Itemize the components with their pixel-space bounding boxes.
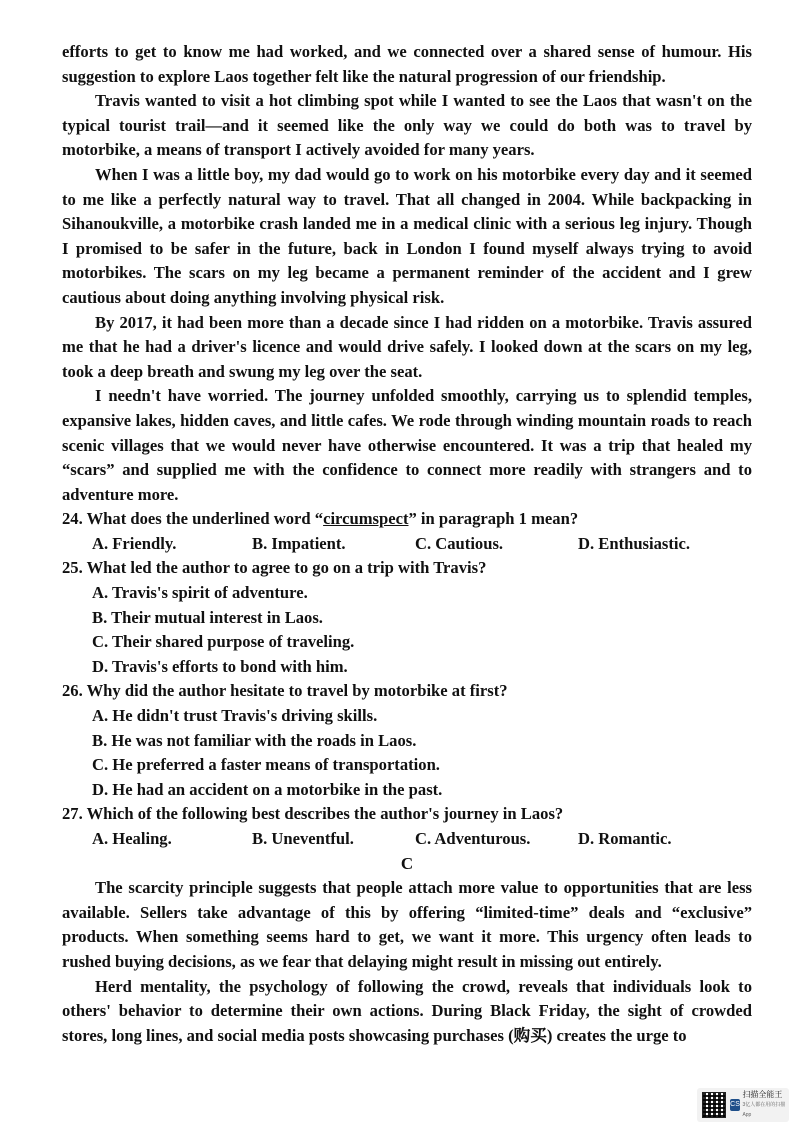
- option-c: C. Cautious.: [415, 533, 504, 553]
- question-27: [62, 802, 752, 851]
- watermark-text: [742, 1090, 789, 1120]
- passage-paragraph: efforts to get to know me had worked, and we connected over a shared sense of humour. His suggestion to explore Laos together felt like the natural progression of our friendship.: [62, 42, 752, 86]
- option-a: A. Healing.: [92, 829, 172, 848]
- passage-paragraph: The scarcity principle suggests that people attach more value to opportunities that are less available. Sellers take advantage of this by offering “limited-time” deals and “exclusive” products. When something seems hard to get, we want it more. This urgency often leads to rushed buying decisions, as we fear that delaying might result in missing out entirely.: [62, 878, 752, 971]
- option-c: C. Their shared purpose of traveling.: [92, 632, 355, 652]
- question-24: [62, 507, 752, 556]
- option-b: B. Impatient.: [252, 533, 346, 553]
- option-d: D. Enthusiastic.: [578, 533, 691, 553]
- question-stem: 27. Which of the following best describes the author's journey in Laos?: [62, 804, 564, 824]
- question-26: [62, 679, 752, 802]
- option-d: D. Romantic.: [578, 829, 672, 848]
- passage-paragraph: When I was a little boy, my dad would go to work on his motorbike every day and it seemed to me like a perfectly natural way to travel. That all changed in 2004. While backpacking in Sihanoukville, a motorbike crash landed me in a medical clinic with a serious leg injury. Though I promised to be safer in the future, back in London I found myself always trying to avoid motorbikes. The scars on my leg became a permanent reminder of the accident and I grew cautious about doing anything involving physical risk.: [62, 164, 752, 307]
- question-25: [62, 556, 752, 679]
- option-b: B. He was not familiar with the roads in Laos.: [92, 730, 417, 750]
- scanner-watermark: [697, 1088, 789, 1122]
- option-b: B. Uneventful.: [252, 829, 354, 848]
- question-stem: 26. Why did the author hesitate to travel by motorbike at first?: [62, 681, 508, 701]
- option-list: [62, 704, 752, 802]
- option-row: [62, 827, 752, 852]
- option-c: C. He preferred a faster means of transportation.: [92, 755, 440, 775]
- option-row: [62, 532, 752, 557]
- option-a: A. Travis's spirit of adventure.: [92, 583, 308, 603]
- camscanner-logo: CS: [730, 1099, 741, 1111]
- watermark-subtitle: 3亿人都在用的扫描App: [742, 1102, 786, 1118]
- option-d: D. He had an accident on a motorbike in the past.: [92, 779, 443, 799]
- option-b: B. Their mutual interest in Laos.: [92, 607, 323, 627]
- passage-paragraph: Travis wanted to visit a hot climbing spot while I wanted to see the Laos that wasn't on the typical tourist trail—and it seemed like the only way we could do both was to travel by motorbike, a means of transport I actively avoided for many years.: [62, 91, 752, 160]
- question-stem: 25. What led the author to agree to go on a trip with Travis?: [62, 558, 487, 578]
- qr-code-icon: [702, 1092, 726, 1118]
- question-stem: 24. What does the underlined word “circumspect” in paragraph 1 mean?: [62, 509, 579, 529]
- underlined-word: circumspect: [323, 509, 409, 529]
- watermark-name: 扫描全能王: [742, 1090, 783, 1099]
- option-a: A. Friendly.: [92, 533, 177, 553]
- passage-paragraph: I needn't have worried. The journey unfolded smoothly, carrying us to splendid temples, expansive lakes, hidden caves, and little cafes. We rode through winding mountain roads to reach scenic villages that we would never have otherwise encountered. It was a trip that healed my “scars” and supplied me with the confidence to connect more readily with strangers and to adventure more.: [62, 386, 752, 504]
- option-a: A. He didn't trust Travis's driving skills.: [92, 706, 378, 726]
- passage-paragraph: By 2017, it had been more than a decade since I had ridden on a motorbike. Travis assured me that he had a driver's licence and would drive safely. I looked down at the scars on my leg, took a deep breath and swung my leg over the seat.: [62, 312, 752, 381]
- passage-paragraph: Herd mentality, the psychology of following the crowd, reveals that individuals look to others' behavior to determine their own actions. During Black Friday, the sight of crowded stores, long lines, and social media posts showcasing purchases (购买) creates the urge to: [62, 976, 752, 1045]
- option-c: C. Adventurous.: [415, 829, 531, 848]
- option-list: [62, 581, 752, 679]
- page-content: [62, 40, 752, 1048]
- section-title: C: [400, 853, 414, 873]
- option-d: D. Travis's efforts to bond with him.: [92, 656, 348, 676]
